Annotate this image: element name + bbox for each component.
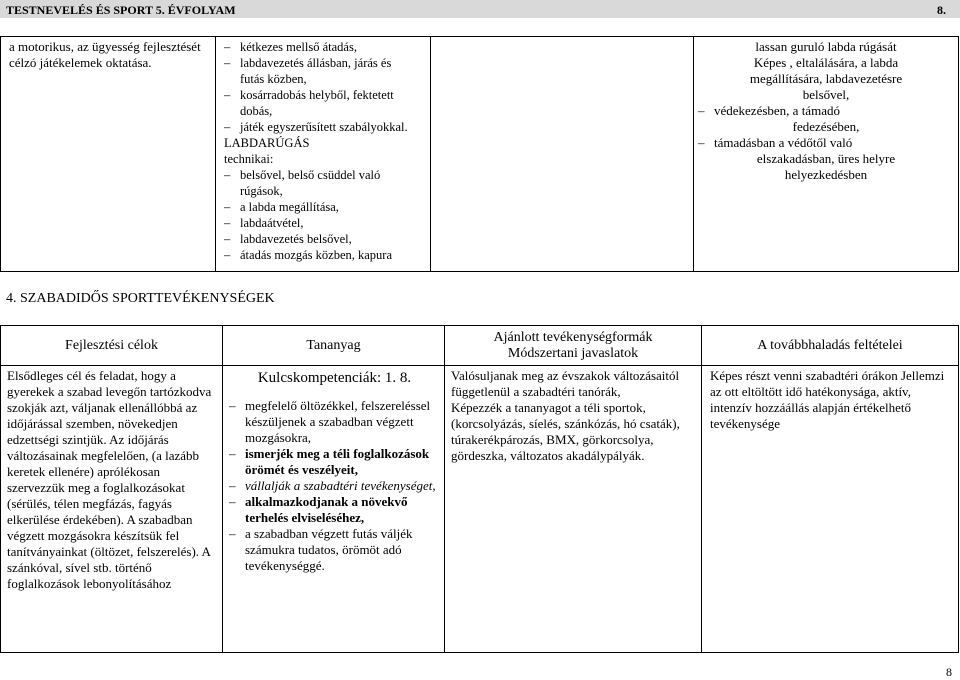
content-item	[229, 446, 440, 478]
content-item-text: vállalják a szabadtéri tevékenységet,	[245, 478, 436, 493]
top-condition-item: lassan guruló labda rúgását	[755, 39, 897, 54]
top-condition-item: – támadásban a védőtől való	[698, 135, 954, 151]
top-content-item: – játék egyszerűsített szabályokkal.	[224, 119, 426, 135]
top-goals-text: a motorikus, az ügyesség fejlesztését célzó játékelemek oktatása.	[9, 39, 201, 70]
content-item	[229, 526, 440, 574]
top-condition-item: megállítására, labdavezetésre	[749, 71, 903, 86]
top-condition-item: belsővel,	[802, 87, 850, 102]
header-content: Tananyag	[223, 326, 445, 366]
footer-page-number: 8	[946, 665, 952, 679]
content-item-text: alkalmazkodjanak a növekvő terhelés elviseléséhez,	[245, 494, 408, 525]
top-content-item: – labdavezetés belsővel,	[224, 231, 426, 247]
content-item	[229, 494, 440, 526]
competency-title: Kulcskompetenciák: 1. 8.	[257, 370, 412, 386]
top-content-list	[224, 39, 426, 263]
header-methods-line1: Ajánlott tevékenységformák	[493, 329, 653, 345]
content-item	[229, 398, 440, 446]
top-condition-item: helyezkedésben	[784, 167, 868, 182]
top-content-item: rúgások,	[240, 184, 283, 198]
conditions-text: Képes részt venni szabadtéri órákon Jellemzi az ott eltöltött idő hatékonysága, aktív, intenzív hozzáállás alapján értékelhető tevékenysége	[710, 368, 945, 431]
top-content-item: – átadás mozgás közben, kapura	[224, 247, 426, 263]
method-paragraph: Képezzék a tananyagot a téli sportok, (korcsolyázás, síelés, szánkózás, hó csaták), túrakerékpározás, BMX, görkorcsolya, gördeszka, változatos akadálypályák.	[451, 400, 680, 463]
main-col-goals	[1, 366, 223, 653]
top-col-content	[216, 37, 431, 272]
main-col-methods	[445, 366, 702, 653]
main-table	[0, 325, 959, 653]
top-content-item: futás közben,	[240, 72, 307, 86]
method-paragraph: Valósuljanak meg az évszakok változásaitól függetlenül a szabadtéri tanórák,	[451, 368, 680, 399]
content-item	[229, 478, 440, 494]
top-condition-item: fedezésében,	[792, 119, 860, 134]
top-col-conditions	[694, 37, 959, 272]
top-col-methods	[431, 37, 694, 272]
top-content-item: – labdavezetés állásban, járás és	[224, 55, 426, 71]
header-conditions: A továbbhaladás feltételei	[702, 326, 959, 366]
content-item-text: ismerjék meg a téli foglalkozások örömét és veszélyeit,	[245, 446, 430, 477]
header-title: TESTNEVELÉS ÉS SPORT 5. ÉVFOLYAM	[6, 3, 236, 17]
content-item-text: megfelelő öltözékkel, felszereléssel készüljenek a szabadban végzett mozgásokra,	[245, 398, 431, 445]
main-col-content	[223, 366, 445, 653]
top-content-item: – labdaátvétel,	[224, 215, 426, 231]
top-content-item: – a labda megállítása,	[224, 199, 426, 215]
top-content-item: dobás,	[240, 104, 273, 118]
header-page-number: 8.	[937, 3, 946, 17]
top-conditions-list	[698, 39, 954, 183]
top-content-item: – kosárradobás helyből, fektetett	[224, 87, 426, 103]
top-content-item: – kétkezes mellső átadás,	[224, 39, 426, 55]
header-goals: Fejlesztési célok	[1, 326, 223, 366]
top-content-item: – belsővel, belső csüddel való	[224, 167, 426, 183]
page-header	[0, 0, 960, 18]
top-content-item: technikai:	[224, 152, 274, 166]
top-col-goals	[1, 37, 216, 272]
header-methods	[445, 326, 702, 366]
top-table	[0, 36, 959, 272]
methods-list	[451, 368, 697, 464]
header-methods-line2: Módszertani javaslatok	[507, 345, 639, 361]
section-title: 4. SZABADIDŐS SPORTTEVÉKENYSÉGEK	[6, 291, 275, 306]
top-content-item: LABDARÚGÁS	[224, 136, 310, 150]
top-condition-item: Képes , eltalálására, a labda	[753, 55, 899, 70]
goals-text: Elsődleges cél és feladat, hogy a gyerekek a szabad levegőn tartózkodva szokják azt, váljanak ellenállóbbá az időjárással szemben, növekedjen edzettségi szintjük. Az időjárás változásainak megfelelően, (a lazább keretek ellenére) aprólékosan szervezzük meg a foglalkozásokat (sérülés, télen megfázás, fagyás elkerülése érdekében). A szabadban végzett mozgásokra készítsük fel tanítványainkat (öltözet, felszerelés). A szánkóval, sível stb. történő foglalkozások lebonyolításához	[7, 368, 212, 591]
content-list	[229, 398, 440, 574]
content-item-text: a szabadban végzett futás váljék számukra tudatos, örömöt adó tevékenységgé.	[245, 526, 413, 573]
top-condition-item: – védekezésben, a támadó	[698, 103, 954, 119]
main-col-conditions	[702, 366, 959, 653]
top-condition-item: elszakadásban, üres helyre	[756, 151, 896, 166]
